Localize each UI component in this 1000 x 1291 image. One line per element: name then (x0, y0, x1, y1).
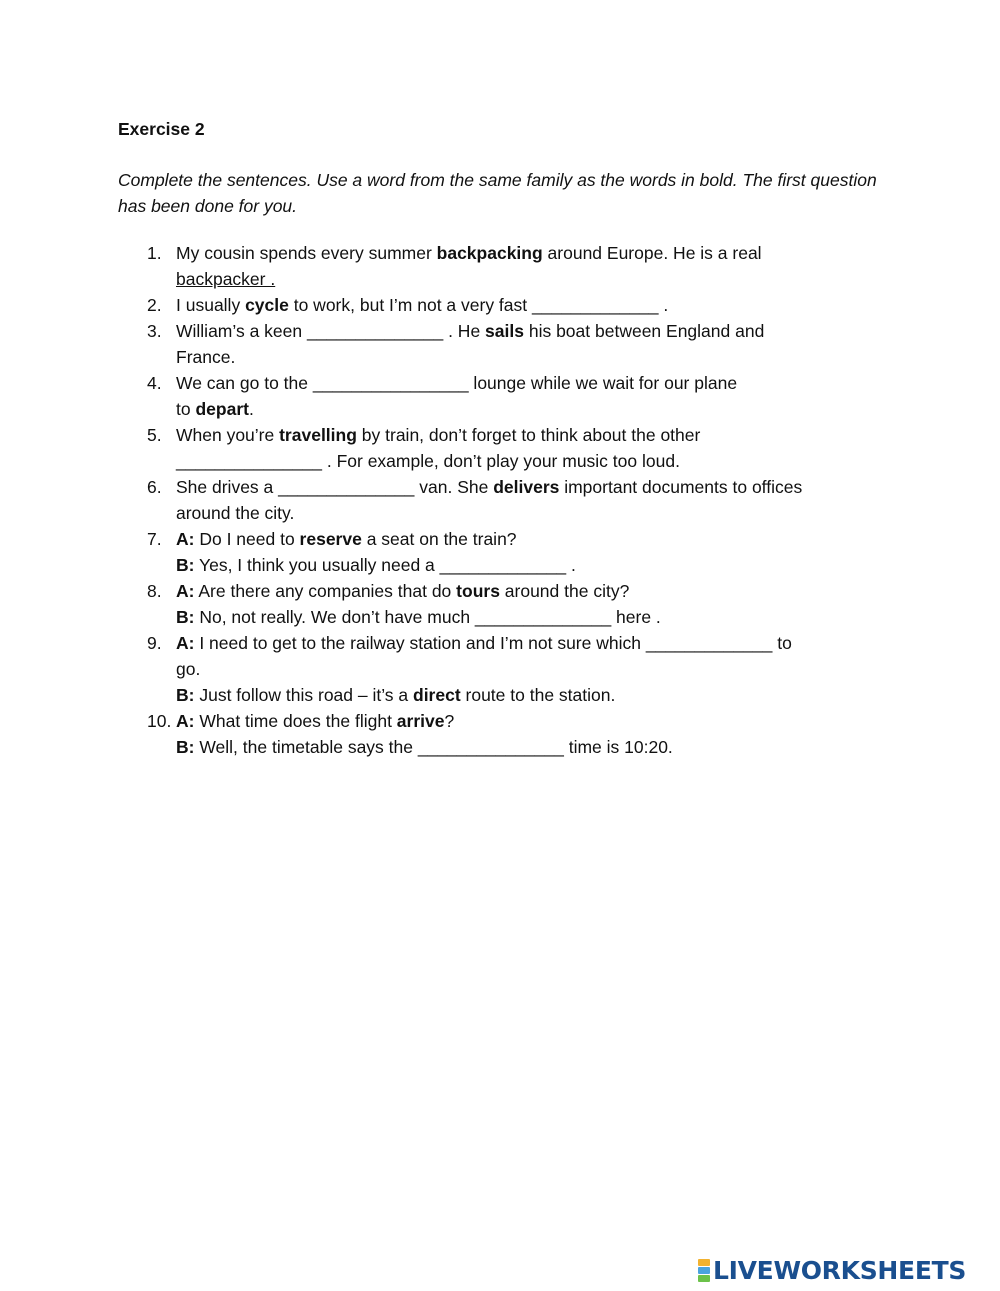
dialogue-b: B: Yes, I think you usually need a _____________ . (176, 555, 576, 575)
dialogue-b: B: No, not really. We don’t have much ______________ here . (176, 607, 661, 627)
question-text: My cousin spends every summer backpacking around Europe. He is a real (176, 243, 762, 263)
question-text: We can go to the ________________ lounge while we wait for our plane (176, 373, 738, 393)
question-item-9: 9. A: I need to get to the railway station and I’m not sure which _____________ to go. B: Just follow this road – it’s a direct route to the station. (147, 630, 887, 708)
exercise-title: Exercise 2 (118, 119, 205, 139)
dialogue-a: A: What time does the flight arrive? (176, 711, 455, 731)
question-item-4: 4. We can go to the ________________ lounge while we wait for our plane to depart. (147, 370, 887, 422)
question-text: When you’re travelling by train, don’t forget to think about the other (176, 425, 701, 445)
logo-text: LIVEWORKSHEETS (713, 1255, 967, 1285)
question-item-1 (147, 240, 887, 292)
exercise-instructions: Complete the sentences. Use a word from the same family as the words in bold. The first question has been done for you. (118, 170, 877, 216)
question-item-7 (147, 526, 887, 578)
question-number: 5. (147, 425, 162, 445)
dialogue-a: A: Are there any companies that do tours around the city? (176, 581, 630, 601)
example-answer: backpacker . (176, 269, 276, 289)
question-number: 2. (147, 295, 162, 315)
question-item-2 (147, 292, 887, 318)
question-item-8 (147, 578, 887, 630)
logo-blocks-icon (698, 1259, 710, 1282)
question-text: She drives a ______________ van. She delivers important documents to offices (176, 477, 803, 497)
question-number: 8. (147, 581, 162, 601)
liveworksheets-logo[interactable] (698, 1256, 966, 1284)
question-list (147, 240, 887, 760)
question-number: 1. (147, 243, 162, 263)
dialogue-a: A: I need to get to the railway station and I’m not sure which _____________ to (176, 633, 792, 653)
question-item-3: 3. William’s a keen ______________ . He sails his boat between England and France. (147, 318, 887, 370)
question-number: 3. (147, 321, 162, 341)
dialogue-a: A: Do I need to reserve a seat on the train? (176, 529, 517, 549)
question-item-10 (147, 708, 887, 760)
question-number: 9. (147, 633, 162, 653)
question-number: 6. (147, 477, 162, 497)
question-number: 10. (147, 711, 172, 731)
question-text: I usually cycle to work, but I’m not a very fast _____________ . (176, 295, 669, 315)
question-text: William’s a keen ______________ . He sails his boat between England and (176, 321, 765, 341)
dialogue-b: B: Just follow this road – it’s a direct route to the station. (176, 685, 616, 705)
question-item-5: 5. When you’re travelling by train, don’t forget to think about the other _______________ . For example, don’t play your music too loud. (147, 422, 887, 474)
dialogue-b: B: Well, the timetable says the _______________ time is 10:20. (176, 737, 673, 757)
question-item-6: 6. She drives a ______________ van. She delivers important documents to offices around the city. (147, 474, 887, 526)
question-number: 4. (147, 373, 162, 393)
question-number: 7. (147, 529, 162, 549)
